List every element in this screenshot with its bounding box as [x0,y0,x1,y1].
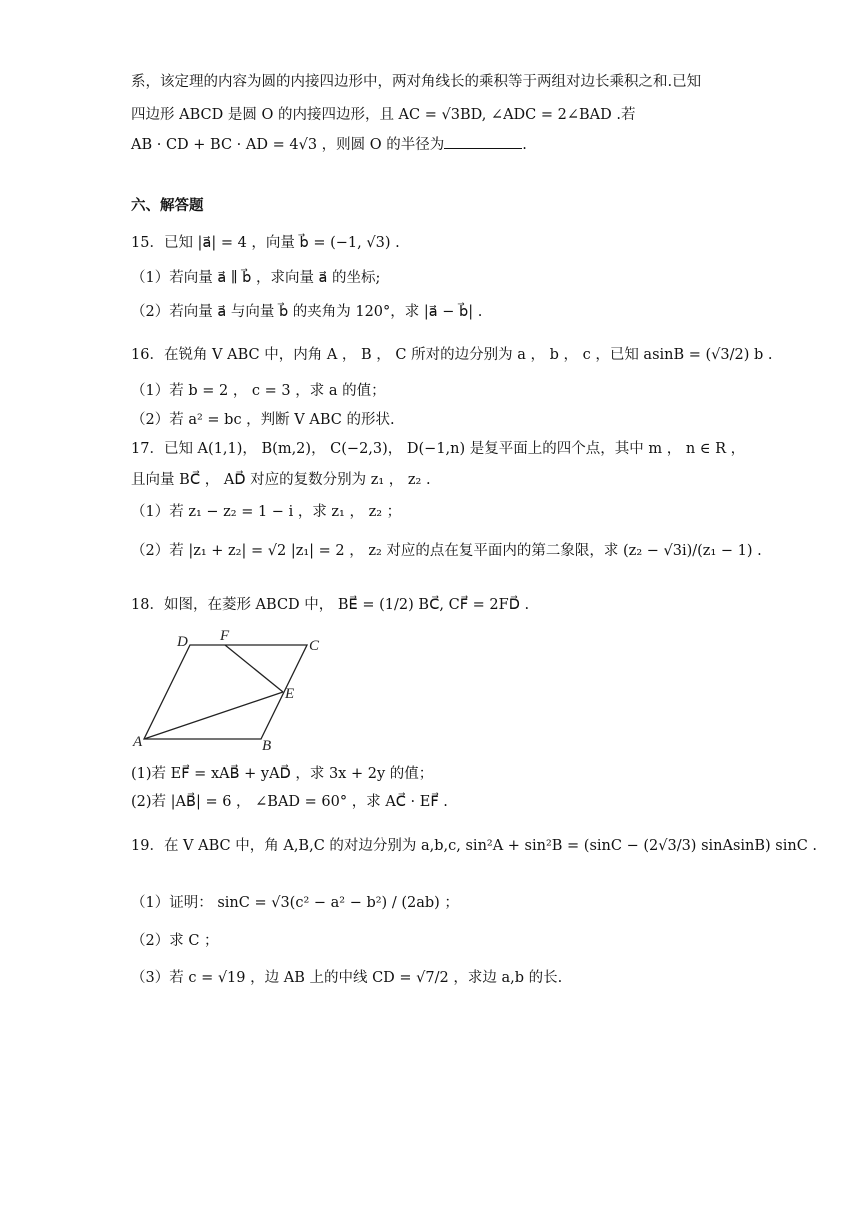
text-line: （2）若 |z₁ + z₂| = √2 |z₁| = 2 ， z₂ 对应的点在复平面内的第二象限，求 (z₂ − √3i)/(z₁ − 1) . [131,543,762,559]
text-line-content: AB · CD + BC · AD = 4√3 ，则圆 O 的半径为 [131,137,445,153]
segment-fe [225,645,283,692]
text-line: 系，该定理的内容为圆的内接四边形中，两对角线长的乘积等于两组对边长乘积之和.已知 [131,74,702,90]
text-line: 且向量 BC⃗ ， AD⃗ 对应的复数分别为 z₁ ， z₂ . [131,472,431,488]
section-heading: 六、解答题 [131,198,204,214]
label-d: D [177,634,188,650]
text-line: (2)若 |AB⃗| = 6 ， ∠BAD = 60° ，求 AC⃗ · EF⃗ . [131,794,448,810]
text-line: 四边形 ABCD 是圆 O 的内接四边形，且 AC = √3BD, ∠ADC = 2∠BAD .若 [131,107,636,123]
answer-blank [444,134,522,149]
label-a: A [133,734,143,750]
text-line: 18．如图，在菱形 ABCD 中， BE⃗ = (1/2) BC⃗, CF⃗ = 2FD⃗ . [131,597,530,613]
text-line: 15．已知 |a⃗| = 4 ，向量 b⃗ = (−1, √3) . [131,235,400,251]
text-line: （2）求 C ； [131,933,219,949]
segment-ae [144,692,283,739]
text-line-with-blank: AB · CD + BC · AD = 4√3 ，则圆 O 的半径为 . [131,134,527,156]
label-e: E [285,686,295,702]
label-b: B [262,738,272,752]
label-f: F [220,628,230,644]
label-c: C [309,638,320,654]
text-line: （1）若向量 a⃗ ∥ b⃗ ，求向量 a⃗ 的坐标; [131,270,381,286]
text-line: （1）证明： sinC = √3(c² − a² − b²) / (2ab) ； [131,895,459,911]
text-line: （2）若向量 a⃗ 与向量 b⃗ 的夹角为 120°，求 |a⃗ − b⃗| . [131,304,483,320]
text-line: 19．在 V ABC 中，角 A,B,C 的对边分别为 a,b,c, sin²A + sin²B = (sinC − (2√3/3) sinAsinB) sinC . [131,838,818,854]
text-line: 17．已知 A(1,1)， B(m,2)， C(−2,3)， D(−1,n) 是复平面上的四个点，其中 m ， n ∈ R ， [131,441,746,457]
text-line: (1)若 EF⃗ = xAB⃗ + yAD⃗ ，求 3x + 2y 的值； [131,766,434,782]
rhombus-figure [131,622,341,752]
text-line: 16．在锐角 V ABC 中，内角 A ， B ， C 所对的边分别为 a ， b ， c ，已知 asinB = (√3/2) b . [131,347,773,363]
text-line: （1）若 b = 2 ， c = 3 ，求 a 的值； [131,383,386,399]
text-line: （1）若 z₁ − z₂ = 1 − i ，求 z₁ ， z₂ ； [131,504,402,520]
text-line: （3）若 c = √19 ，边 AB 上的中线 CD = √7/2 ，求边 a,b 的长. [131,970,563,986]
text-line: （2）若 a² = bc ，判断 V ABC 的形状. [131,412,395,428]
